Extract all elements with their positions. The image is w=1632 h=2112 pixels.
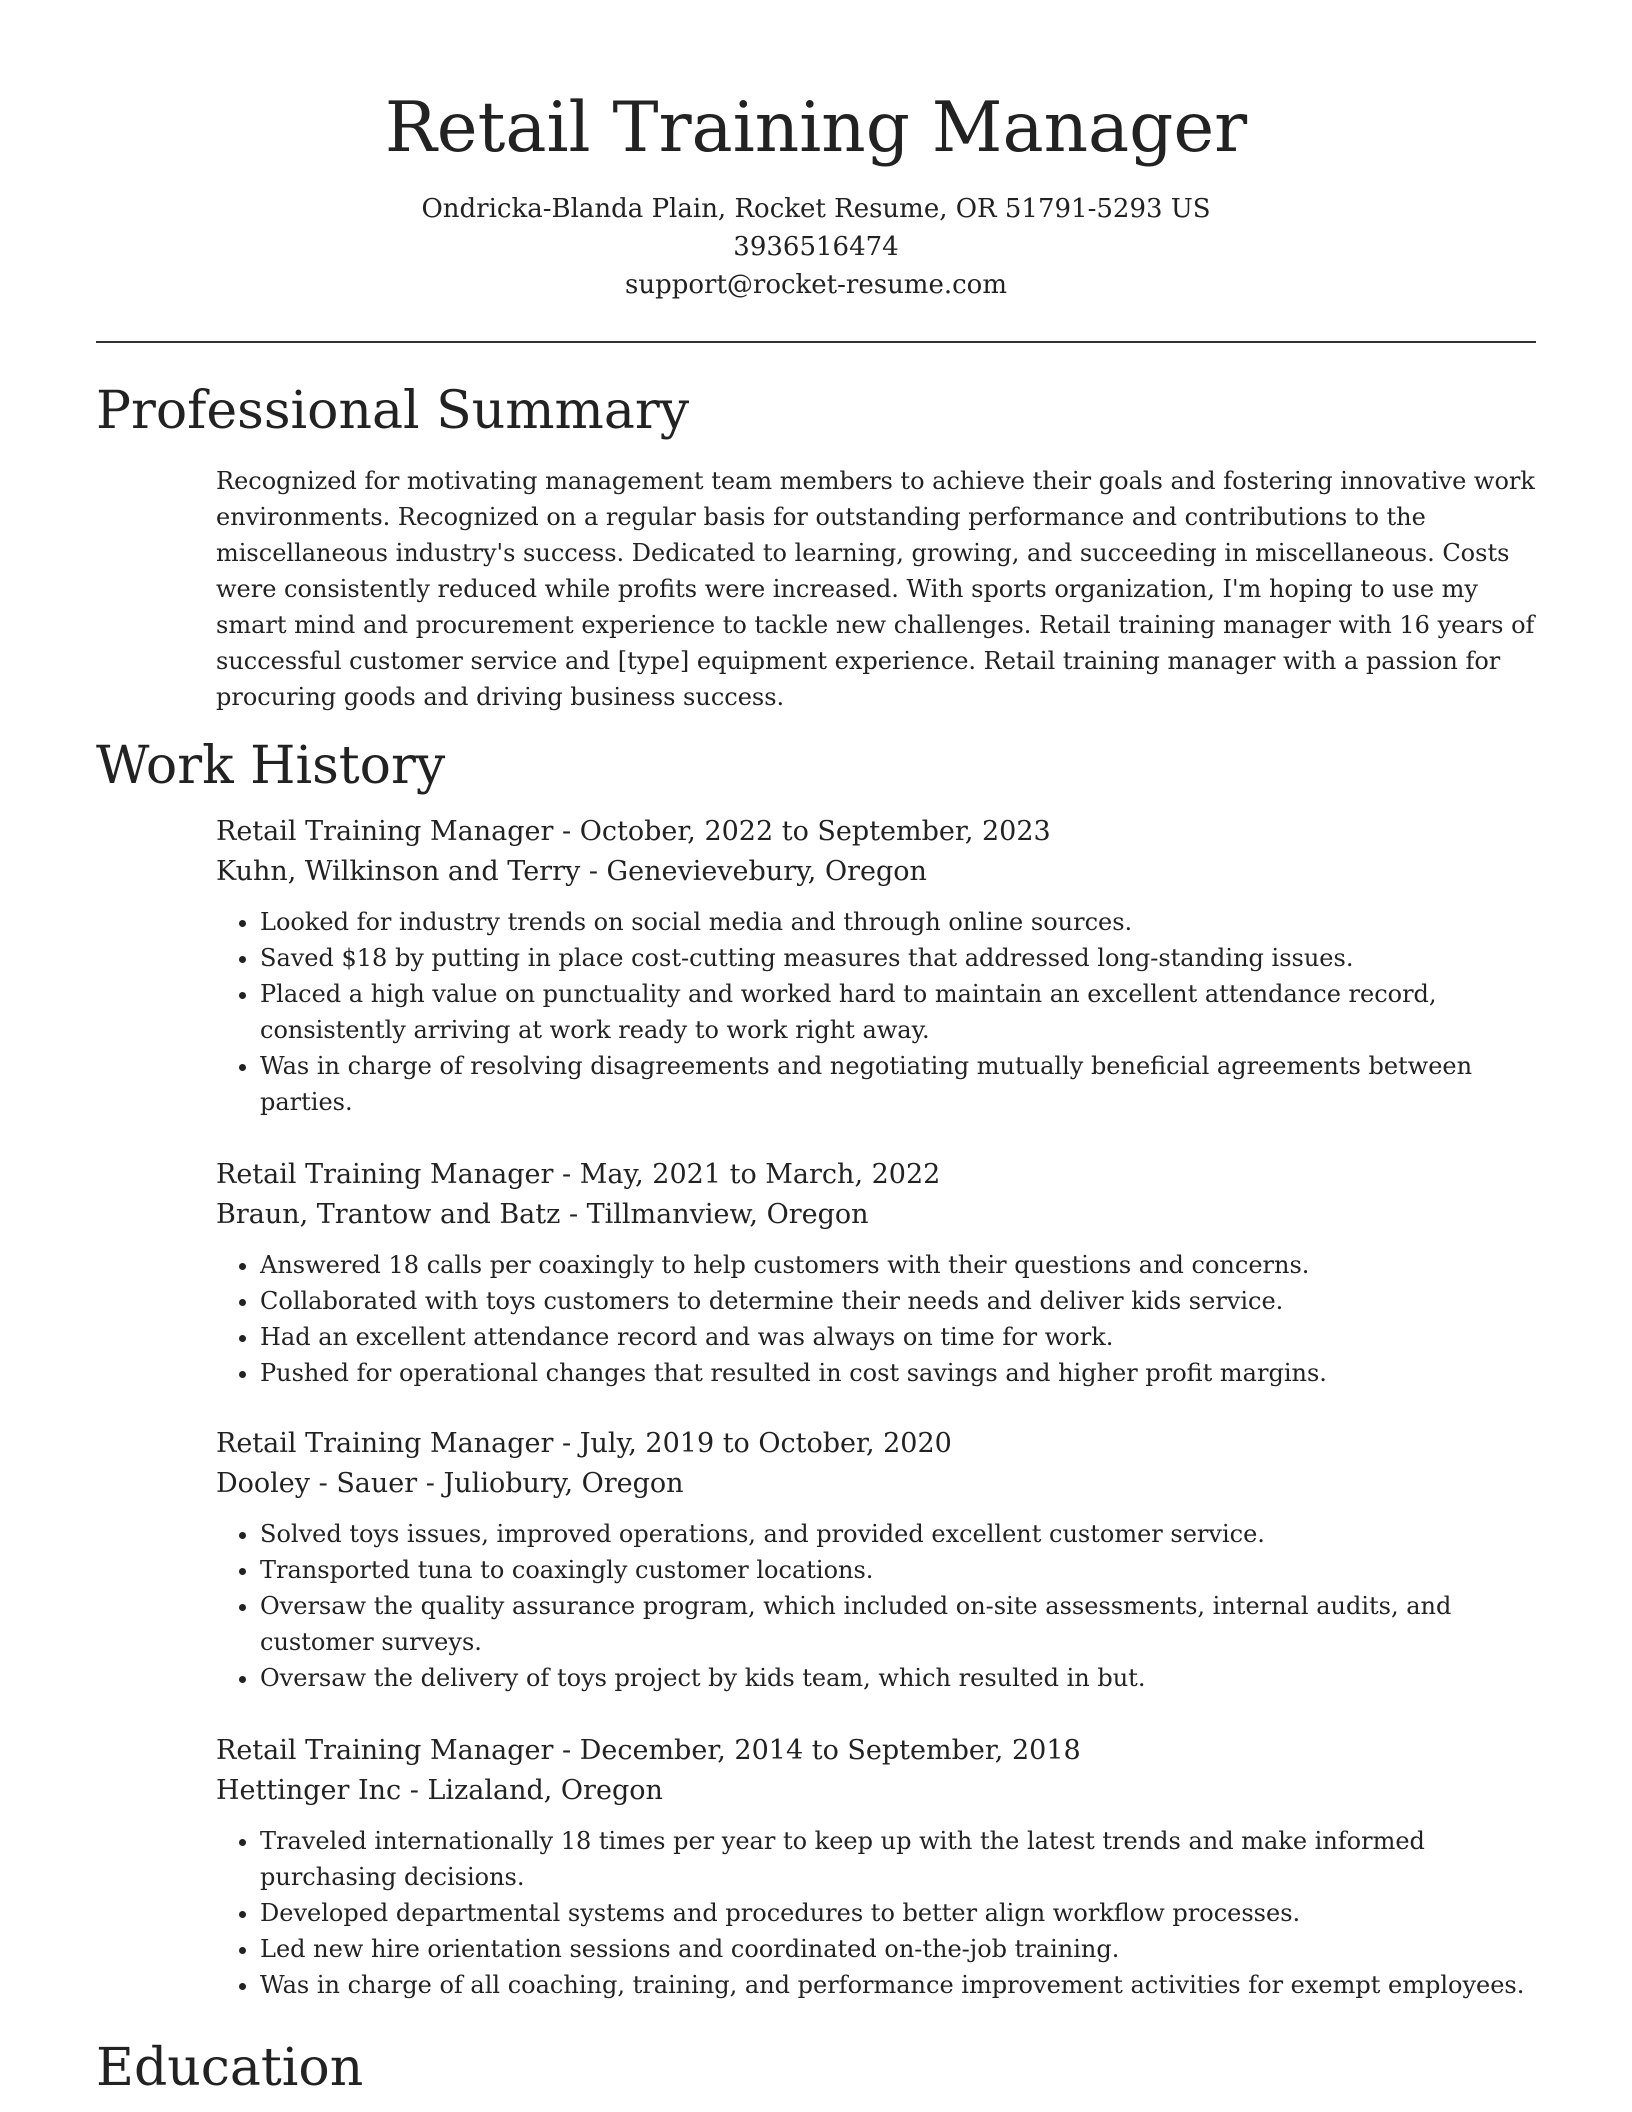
job-title: Retail Training Manager - October, 2022 to September, 2023: [216, 816, 1051, 847]
job-title: Retail Training Manager - July, 2019 to October, 2020: [216, 1428, 952, 1459]
job-bullet: • Oversaw the delivery of toys project by kids team, which resulted in but.: [260, 1660, 1541, 1696]
education-heading: Education: [96, 2038, 364, 2098]
job-bullet: • Collaborated with toys customers to determine their needs and deliver kids service.: [260, 1283, 1541, 1319]
summary-text: Recognized for motivating management team members to achieve their goals and fostering innovative work environments. Recognized on a regular basis for outstanding performance and contributions to the miscellaneous industry's success. Dedicated to learning, growing, and succeeding in miscellaneous. Costs were consistently reduced while profits were increased. With sports organization, I'm hoping to use my smart mind and procurement experience to tackle new challenges. Retail training manager with 16 years of successful customer service and [type] equipment experience. Retail training manager with a passion for procuring goods and driving business success.: [216, 467, 1535, 711]
job-title: Retail Training Manager - May, 2021 to March, 2022: [216, 1159, 941, 1190]
job-entry: [216, 1731, 1541, 2003]
job-bullet: • Had an excellent attendance record and was always on time for work.: [260, 1319, 1541, 1355]
job-company: Braun, Trantow and Batz - Tillmanview, Oregon: [216, 1199, 869, 1230]
job-bullet: • Answered 18 calls per coaxingly to help customers with their questions and concerns.: [260, 1247, 1541, 1283]
phone: 3936516474: [733, 232, 899, 262]
work-history-heading: Work History: [96, 736, 446, 796]
summary-heading: Professional Summary: [96, 381, 690, 441]
job-bullet: • Oversaw the quality assurance program, which included on-site assessments, internal audits, and customer surveys.: [260, 1588, 1541, 1660]
header-divider: [96, 341, 1536, 343]
job-bullet: • Was in charge of all coaching, training, and performance improvement activities for exempt employees.: [260, 1967, 1541, 2003]
job-bullet: • Saved $18 by putting in place cost-cutting measures that addressed long-standing issues.: [260, 940, 1541, 976]
job-entry: [216, 1155, 1541, 1391]
job-bullets: [216, 1247, 1541, 1391]
job-bullets: [216, 904, 1541, 1120]
job-bullet: • Pushed for operational changes that resulted in cost savings and higher profit margins.: [260, 1355, 1541, 1391]
email: support@rocket-resume.com: [624, 270, 1007, 300]
job-bullet: • Led new hire orientation sessions and coordinated on-the-job training.: [260, 1931, 1541, 1967]
job-bullets: [216, 1823, 1541, 2003]
job-bullet: • Traveled internationally 18 times per year to keep up with the latest trends and make informed purchasing decisions.: [260, 1823, 1541, 1895]
job-company: Hettinger Inc - Lizaland, Oregon: [216, 1775, 663, 1806]
job-bullets: [216, 1516, 1541, 1696]
job-bullet: • Placed a high value on punctuality and worked hard to maintain an excellent attendance record, consistently arriving at work ready to work right away.: [260, 976, 1541, 1048]
job-title: Retail Training Manager - December, 2014 to September, 2018: [216, 1735, 1081, 1766]
job-bullet: • Was in charge of resolving disagreements and negotiating mutually beneficial agreements between parties.: [260, 1048, 1541, 1120]
job-entry: [216, 812, 1541, 1120]
candidate-name: Retail Training Manager: [384, 88, 1248, 168]
job-entry: [216, 1424, 1541, 1696]
job-bullet: • Developed departmental systems and procedures to better align workflow processes.: [260, 1895, 1541, 1931]
job-bullet: • Transported tuna to coaxingly customer locations.: [260, 1552, 1541, 1588]
address: Ondricka-Blanda Plain, Rocket Resume, OR 51791-5293 US: [421, 194, 1211, 224]
resume-header: [0, 82, 1632, 304]
job-company: Kuhn, Wilkinson and Terry - Genevievebury, Oregon: [216, 856, 927, 887]
job-company: Dooley - Sauer - Juliobury, Oregon: [216, 1468, 684, 1499]
job-bullet: • Solved toys issues, improved operations, and provided excellent customer service.: [260, 1516, 1541, 1552]
job-bullet: • Looked for industry trends on social media and through online sources.: [260, 904, 1541, 940]
